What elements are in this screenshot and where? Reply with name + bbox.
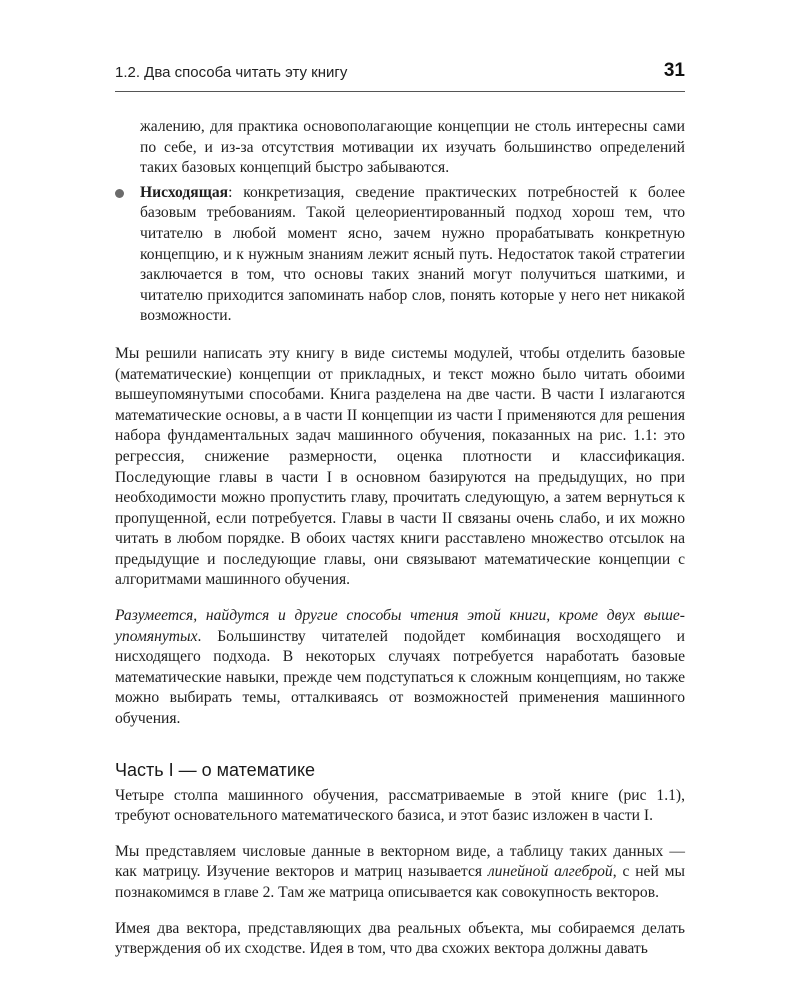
bullet-icon: [115, 189, 124, 198]
top-down-description: : конкретизация, сведение практических потребностей к более базовым требованиям. Такой целеориентированный подход хорош тем, что читателю в любой момент ясно, зачем нужно прорабатывать конкретную концепцию, и к нужным знаниям лежит ясный путь. Недостаток такой стратегии заключается в том, что основы таких знаний могут получиться шаткими, и читателю приходится запоминать набор слов, понять которые у него нет никакой возможности.: [140, 183, 685, 325]
paragraph-vectors-after: , с ней мы познакомимся в главе 2. Там же матрица описывается как совокупность векторов.: [115, 863, 685, 901]
running-title: 1.2. Два способа читать эту книгу: [115, 64, 348, 81]
italic-emphasis: Разумеется, найдутся и другие способы чтения этой книги, кроме двух вышеупомянутых: [115, 607, 685, 645]
section-heading: Часть I — о математике: [115, 759, 316, 780]
bullet-continuation-text: жалению, для практика основополагающие концепции не столь интересны сами по себе, и из-за отсутствия мотивации их изучать большинство определений таких базовых концепций быстро забываются.: [140, 118, 685, 177]
term-top-down: Нисходящая: [140, 183, 229, 201]
list-item-top-down: [115, 183, 685, 327]
term-linear-algebra: линейной алгеброй: [487, 863, 613, 881]
paragraph-vectors-before: Мы представляем числовые данные в векторном виде, а таблицу таких данных — как матрицу. Изучение векторов и матриц называется: [115, 842, 685, 881]
page-number: 31: [663, 60, 685, 81]
header-rule: [115, 91, 685, 92]
paragraph-vectors: [115, 842, 685, 904]
page-body: [115, 117, 685, 975]
paragraph-other-ways: [115, 606, 685, 730]
paragraph-modules: Мы решили написать эту книгу в виде системы модулей, чтобы отделить базовые (математические) концепции от прикладных, и текст можно было читать обоими вышеупомянутыми способами. Книга разделена на две части. В части I излагаются математические основы, а в части II концепции из части I применяются для решения набора фундаментальных задач машинного обучения, показанных на рис. 1.1: это регрессия, снижение размерности, оценка плотности и классификация. Последующие главы в части I в основном базируются на предыдущих, но при необходимости можно пропустить главу, прочитать следующую, а затем вернуться к пропущенной, если потребуется. Главы в части II связаны очень слабо, и их можно читать в любом порядке. В обоих частях книги расставлено множество отсылок на предыдущие и последующие главы, они связывают математические концепции с алгоритмами машинного обучения.: [115, 344, 685, 589]
paragraph-four-pillars: Четыре столпа машинного обучения, рассматриваемые в этой книге (рис 1.1), требуют основательного математического базиса, и этот базис изложен в части I.: [115, 786, 685, 825]
approach-list: [115, 183, 685, 327]
paragraph-other-ways-rest: . Большинству читателей подойдет комбинация восходящего и нисходящего подхода. В некоторых случаях потребуется наработать базовые математические навыки, прежде чем подступаться к сложным концепциям, но также можно выбирать темы, отталкиваясь от возможностей применения машинного обучения.: [115, 627, 685, 728]
page-header: [115, 60, 685, 88]
paragraph-similarity: Имея два вектора, представляющих два реальных объекта, мы собираемся делать утверждения об их сходстве. Идея в том, что два схожих вектора должны давать: [115, 919, 685, 958]
